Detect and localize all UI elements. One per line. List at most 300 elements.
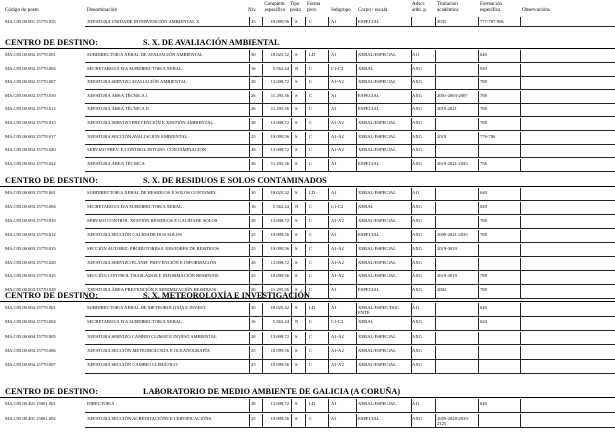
table-row bbox=[0, 188, 615, 201]
table-row bbox=[0, 414, 615, 428]
cell-complem: 10.099,56 bbox=[270, 415, 289, 421]
cell-formac: 640 bbox=[480, 401, 487, 406]
cell-formac: 640 bbox=[480, 190, 487, 195]
cell-subgrupo: A1 bbox=[331, 190, 337, 195]
cell-subgrupo: A1 bbox=[331, 92, 337, 98]
cell-codigo: MA.C05.00.003.15770.001 bbox=[5, 190, 56, 195]
cell-forma: LD bbox=[309, 401, 316, 406]
cell-denom: DIRECTOR/A bbox=[87, 401, 115, 406]
cell-codigo: MA.C05.00.401.15001.001 bbox=[5, 401, 56, 406]
cell-forma: C bbox=[309, 347, 313, 353]
cell-nivel: 28 bbox=[251, 79, 256, 85]
table-row bbox=[0, 271, 615, 284]
cell-nivel: 28 bbox=[251, 147, 256, 153]
cell-corpo: ESPECIAL bbox=[358, 415, 380, 421]
cell-codigo: MA.C05.00.003.15770.015 bbox=[5, 245, 56, 251]
cell-corpo: ESPECIAL bbox=[358, 160, 380, 166]
cell-complem: 13.698,72 bbox=[270, 147, 289, 153]
cell-nivel: 26 bbox=[251, 160, 256, 166]
cell-tipo: S bbox=[295, 305, 298, 310]
cell-subgrupo: A1-A2 bbox=[331, 120, 344, 125]
cell-subgrupo: A1-A2 bbox=[331, 347, 344, 353]
cell-codigo: MA.C05.00.003.15770.025 bbox=[5, 273, 56, 279]
cell-adscr: AXG bbox=[412, 259, 422, 265]
cell-forma: C bbox=[309, 203, 313, 209]
cell-formac: 640 bbox=[480, 52, 487, 57]
cell-forma: C bbox=[309, 231, 313, 237]
table-row bbox=[0, 346, 615, 360]
cell-complem: 13.698,72 bbox=[270, 217, 289, 223]
cell-complem: 11.295,36 bbox=[270, 287, 289, 293]
cell-tipo: S bbox=[295, 190, 298, 195]
table-row bbox=[0, 332, 615, 346]
cell-corpo: ESPECIAL bbox=[358, 287, 380, 293]
cell-adscr: AXG bbox=[412, 106, 422, 112]
cell-codigo: MA.C05.00.002.15770.012 bbox=[5, 106, 56, 112]
cell-subgrupo: A1 bbox=[331, 305, 337, 310]
cell-forma: C bbox=[309, 217, 313, 223]
cell-nivel: 25 bbox=[251, 273, 256, 279]
cell-corpo: XERAL/ESPECIAL bbox=[358, 259, 397, 265]
cell-denom: SECRETARIO/A D/A SUBDIRECTOR/A XERAL bbox=[87, 203, 182, 209]
table-row bbox=[0, 360, 615, 374]
cell-forma: C bbox=[309, 259, 313, 265]
table-row bbox=[0, 104, 615, 117]
cell-tipo: S bbox=[295, 287, 298, 293]
cell-corpo: XERAL bbox=[358, 203, 374, 209]
cell-subgrupo: A1 bbox=[331, 52, 337, 57]
table-row bbox=[0, 230, 615, 243]
cell-tipo: S bbox=[295, 120, 298, 125]
cell-corpo: XERAL/ESPECIAL bbox=[358, 245, 397, 251]
table-row bbox=[0, 159, 615, 172]
cell-adscr: AXG bbox=[412, 287, 422, 293]
cell-subgrupo: A1 bbox=[331, 415, 337, 421]
table-row bbox=[0, 145, 615, 158]
cell-corpo: XERAL/ESPECIAL bbox=[358, 133, 397, 139]
cell-forma: C bbox=[309, 160, 313, 166]
table-row bbox=[0, 50, 615, 63]
cell-nivel: 28 bbox=[251, 217, 256, 223]
cell-nivel: 30 bbox=[251, 190, 256, 195]
cell-forma: C bbox=[309, 19, 313, 24]
cell-titul: 2035 bbox=[437, 19, 447, 24]
cell-corpo: XERAL/ESPEC/DOC ENTE bbox=[358, 305, 400, 316]
cell-codigo: MA.C05.00.002.15770.022 bbox=[5, 160, 56, 166]
header-titulacion: Titulación académica bbox=[437, 1, 459, 13]
cell-codigo: MA.C05.00.004.15770.001 bbox=[5, 305, 56, 310]
table-row bbox=[0, 17, 615, 27]
cell-complem: 11.295,36 bbox=[270, 92, 289, 98]
table-row bbox=[0, 216, 615, 229]
cell-codigo: MA.C05.00.002.15770.007 bbox=[5, 79, 56, 85]
cell-denom: SECCIÓN CONTROL TRASLADOS E INFORMACIÓN RESIDUOS bbox=[87, 273, 219, 279]
cell-complem: 10.099,56 bbox=[270, 19, 289, 24]
cell-denom: XEFATURA ÁREA PREVENCIÓN E MINIMIZACIÓN RESIDUOS bbox=[87, 287, 217, 293]
cell-tipo: S bbox=[295, 133, 298, 139]
cell-denom: SERVIZO CONTROL XESTIÓN RESIDUOS E CALIDADE SOLOS bbox=[87, 217, 218, 223]
cell-subgrupo: A1-A2 bbox=[331, 217, 344, 223]
table-row bbox=[0, 399, 615, 413]
cell-complem: 13.698,72 bbox=[270, 259, 289, 265]
header-formacion: Formación específica bbox=[480, 1, 503, 13]
cell-adscr: A11 bbox=[412, 305, 420, 310]
cell-forma: C bbox=[309, 120, 313, 125]
cell-adscr: AXG bbox=[412, 319, 422, 325]
cell-subgrupo: C1-C2 bbox=[331, 319, 344, 325]
cell-codigo: MA.C05.00.003.15770.028 bbox=[5, 287, 56, 293]
cell-complem: 10.099,56 bbox=[270, 231, 289, 237]
cell-codigo: MA.C05.00.004.15770.006 bbox=[5, 347, 56, 353]
cell-nivel: 28 bbox=[251, 259, 256, 265]
cell-forma: C bbox=[309, 245, 313, 251]
cell-tipo: S bbox=[295, 401, 298, 406]
header-adscr: Adscr. adm. p. bbox=[412, 1, 428, 13]
cell-corpo: ESPECIAL bbox=[358, 106, 380, 112]
cell-formac: 020 bbox=[480, 203, 487, 209]
cell-tipo: S bbox=[295, 92, 298, 98]
cell-subgrupo: A1 bbox=[331, 287, 337, 293]
cell-titul: 2009-2021-2035 bbox=[437, 231, 468, 237]
section-name: S. X. METEOROLOXÍA E INVESTIGACIÓN bbox=[143, 291, 310, 300]
cell-tipo: N bbox=[295, 65, 299, 71]
cell-formac: 640 bbox=[480, 305, 487, 310]
cell-adscr: AXG bbox=[412, 415, 422, 421]
cell-formac: 788 bbox=[480, 231, 487, 237]
cell-titul: 2002 bbox=[437, 287, 447, 293]
cell-nivel: 25 bbox=[251, 133, 256, 139]
cell-corpo: XERAL/ESPECIAL bbox=[358, 347, 397, 353]
cell-codigo: MA.C05.00.401.15001.002 bbox=[5, 415, 56, 421]
table-row bbox=[0, 77, 615, 90]
cell-adscr: AXG bbox=[412, 160, 422, 166]
cell-subgrupo: A1 bbox=[331, 401, 337, 406]
cell-complem: 5.562,44 bbox=[272, 203, 289, 209]
cell-adscr: AXG bbox=[412, 92, 422, 98]
cell-forma: C bbox=[309, 65, 313, 71]
cell-codigo: MA.C05.00.003.15770.020 bbox=[5, 259, 56, 265]
cell-denom: XEFATURA ÁREA TÉCNICA bbox=[87, 160, 145, 166]
cell-subgrupo: A1-A2 bbox=[331, 79, 344, 85]
cell-nivel: 26 bbox=[251, 106, 256, 112]
cell-formac: 788 bbox=[480, 287, 487, 293]
cell-formac: 020 bbox=[480, 65, 487, 71]
cell-denom: XEFATURA SECCIÓN CAMBIO CLIMÁTICO bbox=[87, 362, 178, 368]
cell-denom: XEFATURA ÁREA TÉCNICA II bbox=[87, 106, 149, 112]
cell-subgrupo: A1-A2 bbox=[331, 259, 344, 265]
header-forma: Forma prov. bbox=[307, 1, 321, 13]
header-corpo: Corpo / escala bbox=[358, 7, 388, 13]
cell-complem: 10.099,56 bbox=[270, 245, 289, 251]
cell-denom: XEFATURA SERVIZO PLANIF. PREVENCIÓN E INFORMACIÓN bbox=[87, 259, 217, 265]
cell-adscr: AXG bbox=[412, 333, 422, 339]
cell-titul: 2019-3019 bbox=[437, 245, 457, 251]
cell-corpo: ESPECIAL bbox=[358, 231, 380, 237]
cell-formac: 788 bbox=[480, 92, 487, 98]
cell-complem: 10.099,56 bbox=[270, 362, 289, 368]
cell-complem: 10.099,56 bbox=[270, 347, 289, 353]
cell-subgrupo: A1-A2 bbox=[331, 133, 344, 139]
section-name: S. X. DE RESIDUOS E SOLOS CONTAMINADOS bbox=[143, 176, 327, 185]
cell-corpo: XERAL/ESPECIAL bbox=[358, 273, 397, 279]
cell-forma: C bbox=[309, 319, 313, 325]
cell-forma: C bbox=[309, 147, 313, 153]
cell-tipo: S bbox=[295, 362, 298, 368]
cell-forma: C bbox=[309, 333, 313, 339]
cell-corpo: ESPECIAL bbox=[358, 19, 380, 24]
cell-codigo: MA.C05.00.002.15770.010 bbox=[5, 92, 56, 98]
cell-subgrupo: A1-A2 bbox=[331, 245, 344, 251]
cell-nivel: 25 bbox=[251, 415, 256, 421]
cell-denom: SUBDIRECTOR/A XERAL DE AVALIACIÓN AMBIENTAL bbox=[87, 52, 203, 57]
cell-subgrupo: A1-A2 bbox=[331, 333, 344, 339]
cell-tipo: S bbox=[295, 106, 298, 112]
cell-subgrupo: A1-A2 bbox=[331, 362, 344, 368]
cell-denom: XEFATURA SERVIZO PREVENCIÓN E XESTIÓN AMBIENTAL bbox=[87, 120, 214, 125]
cell-forma: C bbox=[309, 133, 313, 139]
header-subgrupo: Subgrupo bbox=[331, 7, 351, 13]
cell-nivel: 26 bbox=[251, 287, 256, 293]
cell-nivel: 16 bbox=[251, 65, 256, 71]
section-header bbox=[0, 38, 615, 49]
cell-forma: LD bbox=[309, 52, 316, 57]
cell-forma: C bbox=[309, 106, 313, 112]
cell-denom: XEFATURA ÁREA TÉCNICA I bbox=[87, 92, 148, 98]
cell-adscr: AXG bbox=[412, 217, 422, 223]
table-row bbox=[0, 91, 615, 104]
cell-forma: C bbox=[309, 79, 313, 85]
cell-codigo: MA.C05.00.003.15770.004 bbox=[5, 203, 56, 209]
cell-denom: XEFATURA SERVIZO CAMBIO CLIMAT.E INVEST.AMBIENTAL bbox=[87, 333, 217, 339]
cell-denom: XEFATURA SECCIÓN ACREDITACIÓNS E CERTIFICACIÓNS bbox=[87, 415, 212, 421]
cell-subgrupo: C1-C2 bbox=[331, 203, 344, 209]
cell-tipo: S bbox=[295, 333, 298, 339]
cell-adscr: AXG bbox=[412, 362, 422, 368]
cell-nivel: 16 bbox=[251, 203, 256, 209]
header-nivel: Nív. bbox=[248, 7, 257, 13]
cell-complem: 10.099,56 bbox=[270, 133, 289, 139]
cell-denom: SUBDIRECTOR/A XERAL DE RESIDUOS E SOLOS CONTAMIN. bbox=[87, 190, 217, 195]
cell-corpo: XERAL/ESPECIAL bbox=[358, 147, 397, 153]
cell-denom: XEFATURA SECCIÓN AVALIACIÓN AMBIENTAL bbox=[87, 133, 188, 139]
table-row bbox=[0, 132, 615, 145]
cell-subgrupo: A1 bbox=[331, 19, 337, 24]
cell-tipo: S bbox=[295, 217, 298, 223]
cell-formac: 788 bbox=[480, 120, 487, 125]
cell-forma: C bbox=[309, 287, 313, 293]
cell-codigo: MA.C05.00.003.15770.010 bbox=[5, 217, 56, 223]
table-row bbox=[0, 64, 615, 77]
cell-codigo: MA.C05.00.002.15770.015 bbox=[5, 120, 56, 125]
cell-adscr: AXG bbox=[412, 203, 422, 209]
cell-complem: 5.562,44 bbox=[272, 319, 289, 325]
cell-nivel: 28 bbox=[251, 120, 256, 125]
cell-complem: 11.295,36 bbox=[270, 160, 289, 166]
cell-complem: 10.099,56 bbox=[270, 273, 289, 279]
cell-denom: SUBDIRECTOR/A XERAL DE METEOROLOXÍA E INVEST. bbox=[87, 305, 207, 310]
cell-codigo: MA.C05.00.004.15770.004 bbox=[5, 319, 56, 325]
cell-denom: XEFATURA UNIDADE INTERVENCIÓN AMBIENTAL X bbox=[87, 19, 200, 24]
cell-forma: LD bbox=[309, 305, 316, 310]
cell-corpo: XERAL/ESPECIAL bbox=[358, 362, 397, 368]
cell-adscr: AXG bbox=[412, 120, 422, 125]
cell-corpo: ESPECIAL bbox=[358, 92, 380, 98]
cell-codigo: MA.C05.00.003.15770.012 bbox=[5, 231, 56, 237]
cell-tipo: S bbox=[295, 147, 298, 153]
section-label: CENTRO DE DESTINO: bbox=[5, 176, 99, 185]
cell-adscr: AXG bbox=[412, 245, 422, 251]
cell-nivel: 25 bbox=[251, 245, 256, 251]
cell-formac: 756 bbox=[480, 160, 487, 166]
cell-nivel: 25 bbox=[251, 347, 256, 353]
cell-titul: 2019-3019 bbox=[437, 273, 457, 279]
cell-nivel: 16 bbox=[251, 319, 256, 325]
cell-denom: XEFATURA SECCIÓN CALIDADE DOS SOLOS bbox=[87, 231, 182, 237]
cell-forma: C bbox=[309, 362, 313, 368]
cell-adscr: AXG bbox=[412, 347, 422, 353]
cell-adscr: A11 bbox=[412, 190, 420, 195]
cell-adscr: AXG bbox=[412, 65, 422, 71]
cell-nivel: 26 bbox=[251, 92, 256, 98]
header-observacions: Observacións bbox=[522, 7, 550, 13]
cell-complem: 13.698,72 bbox=[270, 120, 289, 125]
cell-tipo: S bbox=[295, 259, 298, 265]
cell-complem: 18.025,32 bbox=[270, 305, 289, 310]
section-label: CENTRO DE DESTINO: bbox=[5, 291, 99, 300]
cell-corpo: XERAL/ESPECIAL bbox=[358, 190, 397, 195]
table-row bbox=[0, 258, 615, 271]
cell-corpo: XERAL/ESPECIAL bbox=[358, 217, 397, 223]
cell-codigo: MA.C05.00.004.15770.007 bbox=[5, 362, 56, 368]
cell-nivel: 28 bbox=[251, 333, 256, 339]
cell-complem: 13.698,72 bbox=[270, 79, 289, 85]
cell-titul: 2019-2021 bbox=[437, 106, 457, 112]
cell-corpo: XERAL bbox=[358, 319, 374, 325]
cell-tipo: S bbox=[295, 347, 298, 353]
cell-complem: 11.295,36 bbox=[270, 106, 289, 112]
cell-titul: 2019-2021-2035 bbox=[437, 160, 468, 166]
table-row bbox=[0, 202, 615, 215]
cell-corpo: XERAL bbox=[358, 65, 374, 71]
section-label: CENTRO DE DESTINO: bbox=[5, 38, 99, 47]
cell-formac: 777-787-956 bbox=[480, 19, 504, 24]
cell-formac: 788 bbox=[480, 273, 487, 279]
cell-denom: XEFATURA SERVIZO AVALIACIÓN AMBIENTAL bbox=[87, 79, 187, 85]
cell-nivel: 30 bbox=[251, 52, 256, 57]
section-name: LABORATORIO DE MEDIO AMBIENTE DE GALICIA (A CORUÑA) bbox=[143, 387, 401, 396]
cell-adscr: AXG bbox=[412, 273, 422, 279]
cell-forma: C bbox=[309, 415, 313, 421]
cell-formac: 020 bbox=[480, 319, 487, 325]
header-denominacion: Denominación bbox=[87, 7, 117, 13]
cell-titul: 2019 bbox=[437, 133, 447, 139]
cell-subgrupo: A1-A2 bbox=[331, 273, 344, 279]
cell-complem: 5.562,44 bbox=[272, 65, 289, 71]
cell-corpo: XERAL/ESPECIAL bbox=[358, 52, 397, 57]
cell-denom: SECCIÓN AUTORIZ. PRODUTORES E XESTORES DE RESIDUOS bbox=[87, 245, 220, 251]
table-row bbox=[0, 317, 615, 331]
cell-subgrupo: A1 bbox=[331, 231, 337, 237]
cell-formac: 776-786 bbox=[480, 133, 496, 139]
cell-subgrupo: C1-C2 bbox=[331, 65, 344, 71]
cell-codigo: MA.C05.00.002.15770.001 bbox=[5, 52, 56, 57]
cell-tipo: N bbox=[295, 319, 299, 325]
cell-adscr: AXG bbox=[412, 79, 422, 85]
cell-nivel: 30 bbox=[251, 305, 256, 310]
cell-tipo: S bbox=[295, 79, 298, 85]
table-row bbox=[0, 303, 615, 317]
cell-denom: XEFATURA SECCIÓN METEOROLOXÍA E OCEANOGRAFÍA bbox=[87, 347, 210, 353]
cell-adscr: AXG bbox=[412, 231, 422, 237]
cell-forma: LD bbox=[309, 190, 316, 195]
section-label: CENTRO DE DESTINO: bbox=[5, 387, 99, 396]
cell-tipo: S bbox=[295, 415, 298, 421]
cell-corpo: XERAL/ESPECIAL bbox=[358, 333, 397, 339]
cell-formac: 788 bbox=[480, 106, 487, 112]
section-name: S. X. DE AVALIACIÓN AMBIENTAL bbox=[143, 38, 280, 47]
table-row bbox=[0, 244, 615, 257]
cell-codigo: MA.C05.00.002.15770.020 bbox=[5, 147, 56, 153]
cell-tipo: S bbox=[295, 52, 298, 57]
cell-adscr: AXG bbox=[412, 133, 422, 139]
cell-tipo: S bbox=[295, 273, 298, 279]
cell-nivel: 25 bbox=[251, 362, 256, 368]
cell-formac: 788 bbox=[480, 217, 487, 223]
cell-nivel: 25 bbox=[251, 19, 256, 24]
cell-titul: 2001-2003-2007 bbox=[437, 92, 468, 98]
table-row bbox=[0, 118, 615, 131]
cell-codigo: MA.C05.00.004.15770.005 bbox=[5, 333, 56, 339]
cell-formac: 788 bbox=[480, 79, 487, 85]
section-header bbox=[0, 291, 615, 302]
section-header bbox=[0, 387, 615, 398]
cell-adscr: A11 bbox=[412, 52, 420, 57]
cell-tipo: S bbox=[295, 245, 298, 251]
header-tipo: Tipo posto bbox=[290, 1, 302, 13]
cell-codigo: MA.C05.00.002.15770.017 bbox=[5, 133, 56, 139]
header-codigo: Código do posto bbox=[5, 7, 39, 13]
cell-tipo: S bbox=[295, 160, 298, 166]
cell-titul: 2005-2028-2035-2125 bbox=[437, 415, 470, 427]
cell-corpo: XERAL/ESPECIAL bbox=[358, 401, 397, 406]
cell-subgrupo: A1 bbox=[331, 106, 337, 112]
cell-codigo: MA.C05.00.002.15770.004 bbox=[5, 65, 56, 71]
cell-complem: 13.698,72 bbox=[270, 401, 289, 406]
cell-corpo: XERAL/ESPECIAL bbox=[358, 79, 397, 85]
cell-complem: 13.698,72 bbox=[270, 333, 289, 339]
cell-denom: SECRETARIO/A D/A SUBDIRECTOR/A XERAL bbox=[87, 319, 182, 325]
header-complem: Complem. específico bbox=[264, 1, 286, 13]
cell-denom: SECRETARIO/A D/A SUBDIRECTOR/A XERAL bbox=[87, 65, 182, 71]
cell-subgrupo: A1 bbox=[331, 160, 337, 166]
cell-tipo: S bbox=[295, 19, 298, 24]
cell-corpo: XERAL/ESPECIAL bbox=[358, 120, 397, 125]
cell-nivel: 25 bbox=[251, 231, 256, 237]
cell-subgrupo: A1-A2 bbox=[331, 147, 344, 153]
cell-forma: C bbox=[309, 273, 313, 279]
cell-tipo: N bbox=[295, 203, 299, 209]
cell-adscr: AXG bbox=[412, 147, 422, 153]
cell-complem: 18.025,32 bbox=[270, 52, 289, 57]
section-header bbox=[0, 176, 615, 187]
cell-tipo: S bbox=[295, 231, 298, 237]
cell-forma: C bbox=[309, 92, 313, 98]
cell-denom: SERVIZO PREV. E CONTROL INTGDO. CONTAMINACION bbox=[87, 147, 207, 153]
cell-codigo: MA.C05.00.001.15770.035 bbox=[5, 19, 56, 24]
cell-adscr: A11 bbox=[412, 401, 420, 406]
cell-complem: 18.025,32 bbox=[270, 190, 289, 195]
cell-nivel: 28 bbox=[251, 401, 256, 406]
